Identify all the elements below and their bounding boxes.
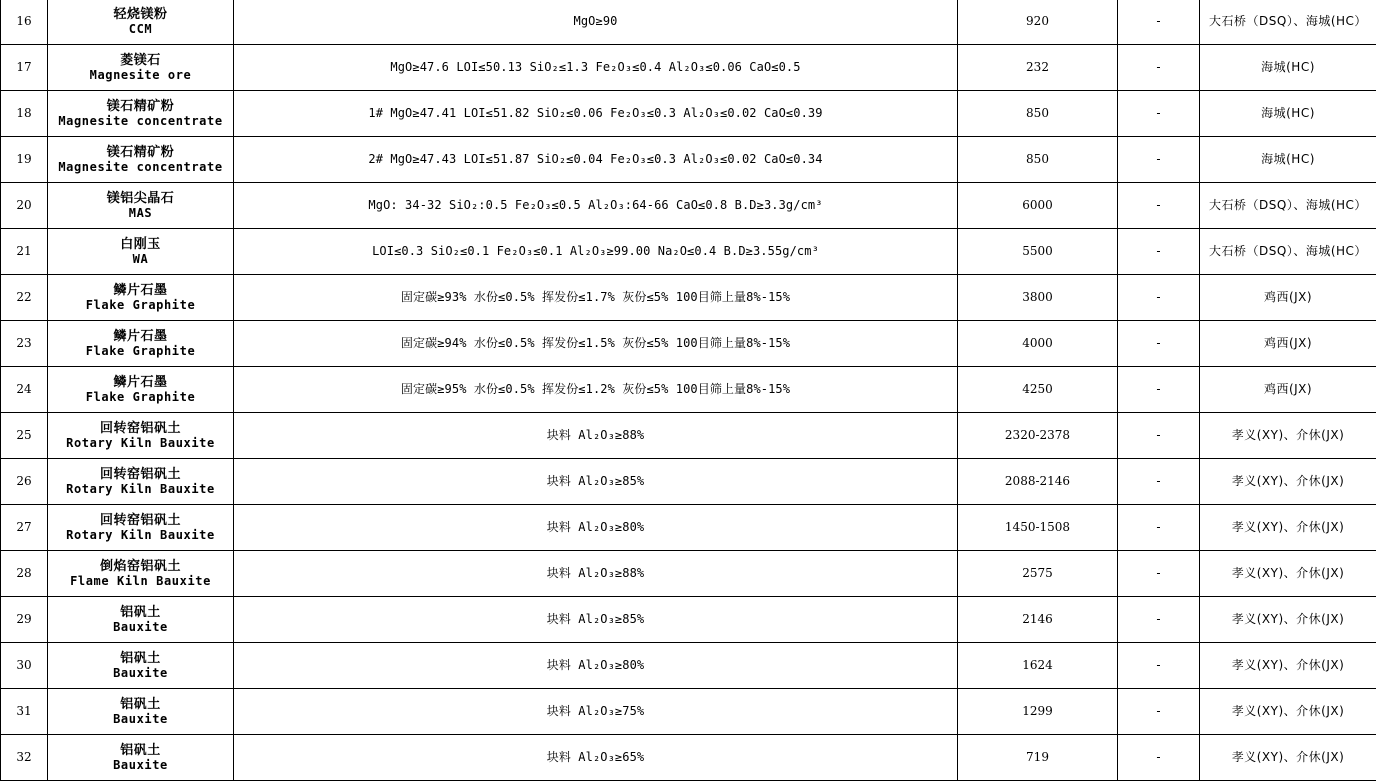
origin-cell: 鸡西(JX): [1200, 367, 1376, 413]
product-name-cell: [48, 321, 234, 367]
price-cell: 850: [958, 137, 1118, 183]
origin-cell: 海城(HC): [1200, 45, 1376, 91]
spec-cell: 块料 Al₂O₃≥85%: [234, 459, 958, 505]
row-number: 16: [1, 0, 48, 45]
change-cell: -: [1118, 0, 1200, 45]
price-cell: 850: [958, 91, 1118, 137]
product-name-en: Flake Graphite: [48, 390, 233, 405]
product-name-cell: [48, 275, 234, 321]
product-name-cell: [48, 0, 234, 45]
spec-cell: 块料 Al₂O₃≥88%: [234, 413, 958, 459]
product-name-en: Magnesite concentrate: [48, 114, 233, 129]
product-name-en: Magnesite ore: [48, 68, 233, 83]
spec-cell: 固定碳≥93% 水份≤0.5% 挥发份≤1.7% 灰份≤5% 100目筛上量8%-15%: [234, 275, 958, 321]
product-name-en: Flake Graphite: [48, 344, 233, 359]
change-cell: -: [1118, 551, 1200, 597]
spec-cell: 块料 Al₂O₃≥65%: [234, 735, 958, 781]
product-name-cell: [48, 459, 234, 505]
row-number: 20: [1, 183, 48, 229]
spec-cell: 2# MgO≥47.43 LOI≤51.87 SiO₂≤0.04 Fe₂O₃≤0.3 Al₂O₃≤0.02 CaO≤0.34: [234, 137, 958, 183]
product-name-cell: [48, 367, 234, 413]
table-row: [1, 597, 1376, 643]
change-cell: -: [1118, 643, 1200, 689]
price-cell: 2575: [958, 551, 1118, 597]
row-number: 26: [1, 459, 48, 505]
price-cell: 5500: [958, 229, 1118, 275]
price-cell: 6000: [958, 183, 1118, 229]
change-cell: -: [1118, 91, 1200, 137]
price-cell: 2320-2378: [958, 413, 1118, 459]
origin-cell: 孝义(XY)、介休(JX): [1200, 735, 1376, 781]
row-number: 21: [1, 229, 48, 275]
product-name-cn: 回转窑铝矾土: [48, 421, 233, 436]
product-name-cell: [48, 597, 234, 643]
product-name-en: Rotary Kiln Bauxite: [48, 482, 233, 497]
spec-cell: LOI≤0.3 SiO₂≤0.1 Fe₂O₃≤0.1 Al₂O₃≥99.00 Na₂O≤0.4 B.D≥3.55g/cm³: [234, 229, 958, 275]
product-name-cn: 回转窑铝矾土: [48, 467, 233, 482]
product-name-cell: [48, 551, 234, 597]
price-cell: 1624: [958, 643, 1118, 689]
origin-cell: 孝义(XY)、介休(JX): [1200, 643, 1376, 689]
change-cell: -: [1118, 183, 1200, 229]
table-row: [1, 45, 1376, 91]
product-name-cn: 镁铝尖晶石: [48, 191, 233, 206]
table-row: [1, 229, 1376, 275]
product-name-en: Bauxite: [48, 712, 233, 727]
product-name-cn: 铝矾土: [48, 697, 233, 712]
product-name-cell: [48, 91, 234, 137]
row-number: 29: [1, 597, 48, 643]
product-name-cn: 倒焰窑铝矾土: [48, 559, 233, 574]
table-row: [1, 0, 1376, 45]
product-name-en: WA: [48, 252, 233, 267]
row-number: 30: [1, 643, 48, 689]
change-cell: -: [1118, 413, 1200, 459]
row-number: 22: [1, 275, 48, 321]
product-name-cn: 菱镁石: [48, 53, 233, 68]
origin-cell: 鸡西(JX): [1200, 275, 1376, 321]
row-number: 19: [1, 137, 48, 183]
change-cell: -: [1118, 321, 1200, 367]
spec-cell: 块料 Al₂O₃≥80%: [234, 505, 958, 551]
origin-cell: 孝义(XY)、介休(JX): [1200, 459, 1376, 505]
product-name-en: MAS: [48, 206, 233, 221]
row-number: 32: [1, 735, 48, 781]
table-row: [1, 735, 1376, 781]
product-name-en: Rotary Kiln Bauxite: [48, 436, 233, 451]
origin-cell: 大石桥（DSQ）、海城(HC）: [1200, 183, 1376, 229]
product-name-en: Flake Graphite: [48, 298, 233, 313]
spec-cell: 块料 Al₂O₃≥88%: [234, 551, 958, 597]
product-name-cn: 鳞片石墨: [48, 375, 233, 390]
origin-cell: 海城(HC): [1200, 137, 1376, 183]
table-row: [1, 183, 1376, 229]
product-name-cn: 鳞片石墨: [48, 283, 233, 298]
table-row: [1, 459, 1376, 505]
price-cell: 1299: [958, 689, 1118, 735]
origin-cell: 孝义(XY)、介休(JX): [1200, 413, 1376, 459]
table-row: [1, 413, 1376, 459]
origin-cell: 大石桥（DSQ）、海城(HC）: [1200, 0, 1376, 45]
row-number: 31: [1, 689, 48, 735]
spec-cell: MgO≥47.6 LOI≤50.13 SiO₂≤1.3 Fe₂O₃≤0.4 Al₂O₃≤0.06 CaO≤0.5: [234, 45, 958, 91]
spec-cell: 块料 Al₂O₃≥85%: [234, 597, 958, 643]
change-cell: -: [1118, 459, 1200, 505]
table-row: [1, 643, 1376, 689]
table-row: [1, 367, 1376, 413]
table-row: [1, 689, 1376, 735]
spec-cell: 块料 Al₂O₃≥75%: [234, 689, 958, 735]
spec-cell: MgO≥90: [234, 0, 958, 45]
product-name-en: Rotary Kiln Bauxite: [48, 528, 233, 543]
spec-cell: 固定碳≥95% 水份≤0.5% 挥发份≤1.2% 灰份≤5% 100目筛上量8%-15%: [234, 367, 958, 413]
product-name-cell: [48, 735, 234, 781]
product-name-en: Bauxite: [48, 666, 233, 681]
table-body: [1, 0, 1376, 781]
product-name-cell: [48, 643, 234, 689]
product-name-en: Bauxite: [48, 620, 233, 635]
price-cell: 4250: [958, 367, 1118, 413]
table-row: [1, 505, 1376, 551]
change-cell: -: [1118, 45, 1200, 91]
change-cell: -: [1118, 735, 1200, 781]
product-name-cell: [48, 505, 234, 551]
product-name-cell: [48, 45, 234, 91]
product-name-cell: [48, 413, 234, 459]
origin-cell: 孝义(XY)、介休(JX): [1200, 551, 1376, 597]
table-row: [1, 137, 1376, 183]
table-row: [1, 275, 1376, 321]
table-row: [1, 91, 1376, 137]
spec-cell: 1# MgO≥47.41 LOI≤51.82 SiO₂≤0.06 Fe₂O₃≤0.3 Al₂O₃≤0.02 CaO≤0.39: [234, 91, 958, 137]
product-name-cell: [48, 689, 234, 735]
change-cell: -: [1118, 505, 1200, 551]
change-cell: -: [1118, 229, 1200, 275]
price-cell: 3800: [958, 275, 1118, 321]
price-cell: 2088-2146: [958, 459, 1118, 505]
origin-cell: 鸡西(JX): [1200, 321, 1376, 367]
product-name-cell: [48, 137, 234, 183]
table-row: [1, 551, 1376, 597]
row-number: 27: [1, 505, 48, 551]
spec-cell: 固定碳≥94% 水份≤0.5% 挥发份≤1.5% 灰份≤5% 100目筛上量8%-15%: [234, 321, 958, 367]
row-number: 17: [1, 45, 48, 91]
product-name-en: Flame Kiln Bauxite: [48, 574, 233, 589]
origin-cell: 大石桥（DSQ）、海城(HC）: [1200, 229, 1376, 275]
product-name-cn: 铝矾土: [48, 743, 233, 758]
row-number: 24: [1, 367, 48, 413]
product-name-cn: 镁石精矿粉: [48, 145, 233, 160]
price-cell: 719: [958, 735, 1118, 781]
product-name-cn: 镁石精矿粉: [48, 99, 233, 114]
product-name-en: Magnesite concentrate: [48, 160, 233, 175]
product-name-cn: 铝矾土: [48, 605, 233, 620]
price-cell: 232: [958, 45, 1118, 91]
change-cell: -: [1118, 597, 1200, 643]
product-name-en: Bauxite: [48, 758, 233, 773]
change-cell: -: [1118, 689, 1200, 735]
origin-cell: 孝义(XY)、介休(JX): [1200, 689, 1376, 735]
product-name-cell: [48, 183, 234, 229]
origin-cell: 孝义(XY)、介休(JX): [1200, 505, 1376, 551]
change-cell: -: [1118, 275, 1200, 321]
product-name-cn: 轻烧镁粉: [48, 7, 233, 22]
product-name-cn: 白刚玉: [48, 237, 233, 252]
row-number: 18: [1, 91, 48, 137]
price-cell: 1450-1508: [958, 505, 1118, 551]
price-cell: 920: [958, 0, 1118, 45]
product-name-cn: 铝矾土: [48, 651, 233, 666]
change-cell: -: [1118, 137, 1200, 183]
origin-cell: 海城(HC): [1200, 91, 1376, 137]
origin-cell: 孝义(XY)、介休(JX): [1200, 597, 1376, 643]
row-number: 25: [1, 413, 48, 459]
row-number: 23: [1, 321, 48, 367]
price-cell: 4000: [958, 321, 1118, 367]
product-name-cn: 鳞片石墨: [48, 329, 233, 344]
product-name-en: CCM: [48, 22, 233, 37]
row-number: 28: [1, 551, 48, 597]
spec-cell: MgO: 34-32 SiO₂:0.5 Fe₂O₃≤0.5 Al₂O₃:64-66 CaO≤0.8 B.D≥3.3g/cm³: [234, 183, 958, 229]
product-name-cell: [48, 229, 234, 275]
product-name-cn: 回转窑铝矾土: [48, 513, 233, 528]
table-row: [1, 321, 1376, 367]
spec-cell: 块料 Al₂O₃≥80%: [234, 643, 958, 689]
change-cell: -: [1118, 367, 1200, 413]
price-cell: 2146: [958, 597, 1118, 643]
